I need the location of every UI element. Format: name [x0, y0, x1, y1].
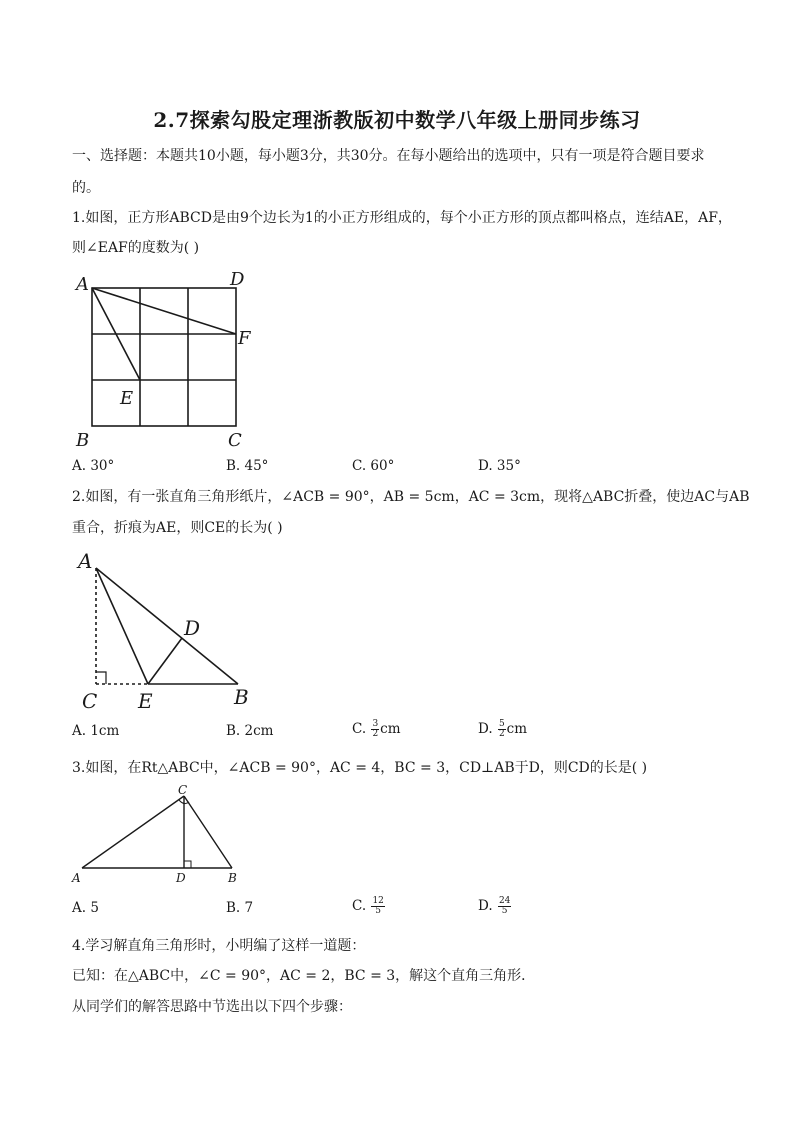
- option-letter: D.: [478, 721, 497, 737]
- q4-steps-intro: 从同学们的解答思路中节选出以下四个步骤：: [72, 999, 352, 1015]
- q1-text: 1.如图，正方形ABCD是由9个边长为1的小正方形组成的，每个小正方形的顶点都叫格点，连结AE，AF，: [72, 210, 732, 226]
- section-instructions-cont: 的。: [72, 180, 100, 196]
- q2-option-d[interactable]: [478, 719, 527, 739]
- q2-text-cont: 重合，折痕为AE，则CE的长为( ): [72, 520, 283, 536]
- fraction-numerator: 24: [498, 896, 511, 906]
- q3-triangle-figure: [70, 782, 250, 886]
- q1-option-d[interactable]: D. 35°: [478, 458, 521, 474]
- label-b: B: [234, 685, 249, 709]
- q2-option-c[interactable]: [352, 719, 401, 739]
- option-letter: D.: [478, 898, 497, 914]
- q3-text: 3.如图，在Rt△ABC中，∠ACB = 90°，AC = 4，BC = 3，CD⊥AB于D，则CD的长是( ): [72, 760, 648, 776]
- segment-af: [92, 288, 236, 334]
- option-unit: cm: [506, 721, 528, 737]
- label-c: C: [228, 430, 242, 451]
- right-angle-mark: [96, 672, 106, 684]
- q4-text: 4.学习解直角三角形时，小明编了这样一道题：: [72, 938, 366, 954]
- q3-option-d[interactable]: [478, 896, 512, 916]
- q3-option-c[interactable]: [352, 896, 386, 916]
- segment-ab: [96, 568, 238, 684]
- fraction: [498, 897, 511, 916]
- label-e: E: [120, 388, 134, 409]
- fraction-denominator: 5: [501, 906, 508, 916]
- segment-ed: [148, 638, 182, 684]
- page-title: 2.7探索勾股定理浙教版初中数学八年级上册同步练习: [153, 108, 641, 132]
- label-d: D: [184, 616, 201, 640]
- q4-given: 已知：在△ABC中，∠C = 90°，AC = 2，BC = 3，解这个直角三角形．: [72, 968, 536, 984]
- option-letter: C.: [352, 721, 371, 737]
- label-c: C: [178, 783, 188, 797]
- square-abcd: [92, 288, 236, 426]
- fraction-denominator: 2: [498, 729, 505, 739]
- q2-option-b[interactable]: B. 2cm: [226, 723, 274, 739]
- q3-option-a[interactable]: A. 5: [72, 900, 99, 916]
- fraction-denominator: 2: [372, 729, 379, 739]
- option-letter: C.: [352, 898, 371, 914]
- fraction-numerator: 12: [372, 896, 384, 906]
- q1-option-b[interactable]: B. 45°: [226, 458, 269, 474]
- segment-cb: [184, 796, 232, 868]
- label-b: B: [76, 430, 90, 451]
- fraction: [371, 720, 379, 739]
- q2-text: 2.如图，有一张直角三角形纸片，∠ACB = 90°，AB = 5cm，AC = 3cm，现将△ABC折叠，使边AC与AB: [72, 489, 750, 505]
- label-d: D: [176, 871, 186, 885]
- label-f: F: [238, 328, 251, 349]
- q2-triangle-figure: [72, 548, 272, 714]
- segment-ac: [82, 796, 184, 868]
- fraction-denominator: 5: [375, 906, 382, 916]
- q1-option-c[interactable]: C. 60°: [352, 458, 395, 474]
- fraction: [371, 897, 384, 916]
- q2-option-a[interactable]: A. 1cm: [72, 723, 120, 739]
- q1-grid-figure: [70, 266, 270, 454]
- section-instructions: 一、选择题：本题共10小题，每小题3分，共30分。在每小题给出的选项中，只有一项是符合题目要求: [72, 148, 705, 164]
- label-a: A: [78, 549, 93, 573]
- fraction: [498, 720, 506, 739]
- option-unit: cm: [380, 721, 401, 737]
- q3-option-b[interactable]: B. 7: [226, 900, 254, 916]
- segment-ae: [96, 568, 148, 684]
- label-b: B: [228, 871, 237, 885]
- label-d: D: [230, 269, 245, 290]
- label-a: A: [72, 871, 81, 885]
- fraction-numerator: 5: [498, 719, 505, 729]
- q1-option-a[interactable]: A. 30°: [72, 458, 115, 474]
- fraction-numerator: 3: [372, 719, 379, 729]
- label-a: A: [76, 274, 89, 295]
- label-c: C: [82, 689, 98, 713]
- label-e: E: [138, 689, 153, 713]
- q1-text-cont: 则∠EAF的度数为( ): [72, 240, 200, 256]
- right-angle-mark: [184, 861, 191, 868]
